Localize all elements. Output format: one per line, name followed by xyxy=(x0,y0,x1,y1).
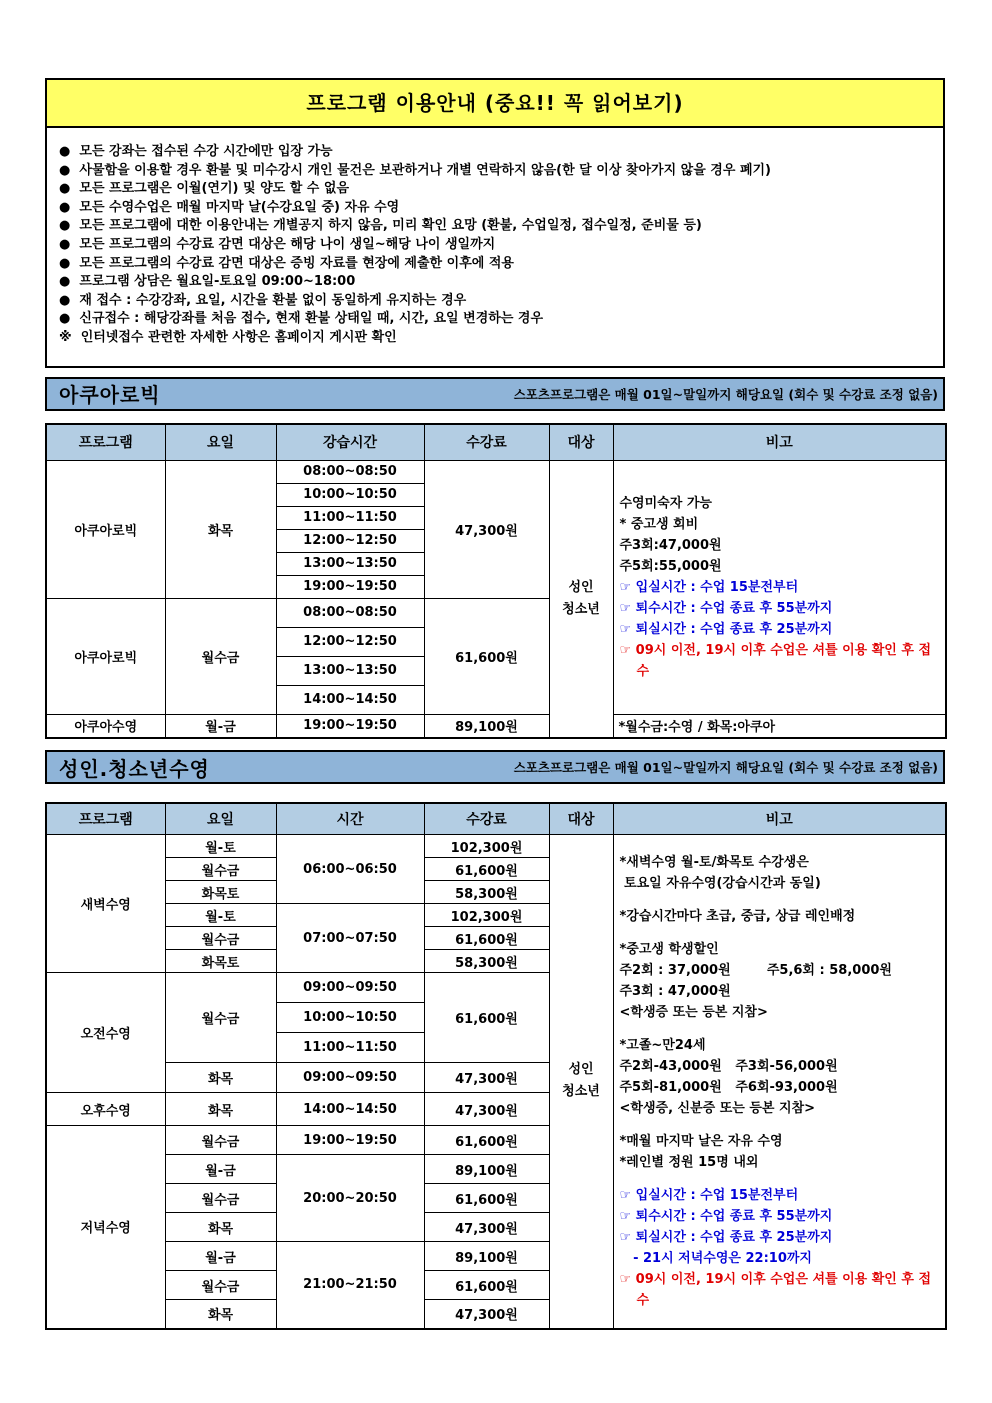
column-header: 비고 xyxy=(613,803,946,835)
target-line: 성인 xyxy=(568,1062,594,1078)
remark-line: ☞ 입실시간 : 수업 15분전부터 xyxy=(619,1187,799,1203)
section-note: 스포츠프로그램은 매월 01일~말일까지 해당요일 (회수 및 수강료 조정 없음) xyxy=(513,760,938,776)
target-line: 성인 xyxy=(568,579,594,595)
day-cell: 화목 xyxy=(165,1213,276,1242)
section-header-swim xyxy=(45,750,945,784)
remark-line xyxy=(620,1119,942,1131)
day-cell: 화목 xyxy=(165,460,276,598)
column-header: 비고 xyxy=(613,424,946,461)
time-cell: 14:00~14:50 xyxy=(276,1093,424,1126)
remark-line: ☞ 퇴수시간 : 수업 종료 후 55분까지 xyxy=(619,1208,833,1224)
time-cell: 14:00~14:50 xyxy=(276,685,424,714)
fee-cell: 47,300원 xyxy=(424,1213,549,1242)
day-cell: 월-금 xyxy=(165,714,276,738)
fee-cell: 61,600원 xyxy=(424,1271,549,1300)
fee-cell: 61,600원 xyxy=(424,1184,549,1213)
column-header: 요일 xyxy=(165,424,276,461)
program-cell: 아쿠아로빅 xyxy=(46,598,165,714)
program-cell: 새벽수영 xyxy=(46,835,165,973)
fee-cell: 58,300원 xyxy=(424,881,549,904)
fee-cell: 61,600원 xyxy=(424,598,549,714)
remark-cell xyxy=(613,835,946,1329)
remark-line: <학생증 또는 등본 지참> xyxy=(619,1004,768,1020)
day-cell: 월수금 xyxy=(165,1184,276,1213)
fee-cell: 61,600원 xyxy=(424,1126,549,1155)
table-header-row xyxy=(46,803,946,835)
fee-cell: 58,300원 xyxy=(424,950,549,973)
time-cell: 13:00~13:50 xyxy=(276,656,424,685)
time-cell: 19:00~19:50 xyxy=(276,575,424,598)
program-cell: 저녁수영 xyxy=(46,1126,165,1329)
time-cell: 10:00~10:50 xyxy=(276,483,424,506)
day-cell: 화목 xyxy=(165,1300,276,1329)
time-cell: 10:00~10:50 xyxy=(276,1003,424,1033)
notice-body xyxy=(47,128,943,366)
time-cell: 07:00~07:50 xyxy=(276,904,424,973)
remark-line: ☞ 퇴실시간 : 수업 종료 후 25분까지 xyxy=(619,621,833,637)
column-header: 요일 xyxy=(165,803,276,835)
target-line: 청소년 xyxy=(562,601,600,617)
program-cell: 오후수영 xyxy=(46,1093,165,1126)
fee-cell: 47,300원 xyxy=(424,1300,549,1329)
time-cell: 19:00~19:50 xyxy=(276,714,424,738)
notice-title: 프로그램 이용안내 (중요!! 꼭 읽어보기) xyxy=(47,80,943,128)
day-cell: 월수금 xyxy=(165,1271,276,1300)
section-title: 성인.청소년수영 xyxy=(59,756,210,781)
column-header: 대상 xyxy=(549,424,613,461)
program-cell: 오전수영 xyxy=(46,973,165,1093)
remark-line: 수영미숙자 가능 xyxy=(619,495,712,511)
remark-line: 주3회:47,000원 xyxy=(619,537,722,553)
notice-footnote: ※ 인터넷접수 관련한 자세한 사항은 홈페이지 게시판 확인 xyxy=(59,329,397,345)
notice-bullet: ● 모든 프로그램은 이월(연기) 및 양도 할 수 없음 xyxy=(59,181,350,197)
day-cell: 화목 xyxy=(165,1093,276,1126)
column-header: 강습시간 xyxy=(276,424,424,461)
remark-line: 주5회:55,000원 xyxy=(619,558,722,574)
remark-line: ☞ 09시 이전, 19시 이후 수업은 셔틀 이용 확인 후 접수 xyxy=(619,1271,932,1308)
remark-line: 주2회 : 37,000원 주5,6회 : 58,000원 xyxy=(619,962,892,978)
time-cell: 12:00~12:50 xyxy=(276,529,424,552)
day-cell: 월-금 xyxy=(165,1155,276,1184)
remark-cell xyxy=(613,460,946,714)
remark-line: *고졸~만24세 xyxy=(619,1037,706,1053)
time-cell: 13:00~13:50 xyxy=(276,552,424,575)
time-cell: 08:00~08:50 xyxy=(276,598,424,627)
notice-bullet: ● 재 접수 : 수강강좌, 요일, 시간을 환불 없이 동일하게 유지하는 경우 xyxy=(59,292,467,308)
time-cell: 06:00~06:50 xyxy=(276,835,424,904)
remark-line: ☞ 퇴실시간 : 수업 종료 후 25분까지 xyxy=(619,1229,833,1245)
remark-line: *새벽수영 월-토/화목토 수강생은 xyxy=(619,854,809,870)
time-cell: 09:00~09:50 xyxy=(276,973,424,1003)
section-title: 아쿠아로빅 xyxy=(59,383,161,408)
time-cell: 19:00~19:50 xyxy=(276,1126,424,1155)
time-cell: 20:00~20:50 xyxy=(276,1155,424,1242)
fee-cell: 89,100원 xyxy=(424,1242,549,1271)
fee-cell: 89,100원 xyxy=(424,714,549,738)
remark-line: - 21시 저녁수영은 22:10까지 xyxy=(619,1250,812,1266)
remark-line: 주3회 : 47,000원 xyxy=(619,983,731,999)
section-header-aquarobic xyxy=(45,377,945,411)
document-page xyxy=(45,78,945,1330)
time-cell: 11:00~11:50 xyxy=(276,1033,424,1063)
remark-line: * 중고생 회비 xyxy=(619,516,699,532)
day-cell: 월-금 xyxy=(165,1242,276,1271)
fee-cell: 47,300원 xyxy=(424,1063,549,1093)
time-cell: 08:00~08:50 xyxy=(276,460,424,483)
day-cell: 월수금 xyxy=(165,598,276,714)
table-row xyxy=(46,460,946,483)
time-cell: 21:00~21:50 xyxy=(276,1242,424,1329)
notice-bullet: ● 프로그램 상담은 월요일-토요일 09:00~18:00 xyxy=(59,274,356,290)
notice-bullet: ● 모든 강좌는 접수된 수강 시간에만 입장 가능 xyxy=(59,144,333,159)
fee-cell: 102,300원 xyxy=(424,835,549,858)
remark-line: ☞ 퇴수시간 : 수업 종료 후 55분까지 xyxy=(619,600,833,616)
day-cell: 월수금 xyxy=(165,973,276,1063)
fee-cell: 61,600원 xyxy=(424,927,549,950)
section-note: 스포츠프로그램은 매월 01일~말일까지 해당요일 (회수 및 수강료 조정 없음) xyxy=(513,386,938,402)
column-header: 시간 xyxy=(276,803,424,835)
remark-line: ☞ 입실시간 : 수업 15분전부터 xyxy=(619,579,799,595)
day-cell: 월-토 xyxy=(165,904,276,927)
notice-box xyxy=(45,78,945,368)
table-row xyxy=(46,714,946,738)
aquarobic-table xyxy=(45,423,947,740)
target-cell xyxy=(549,460,613,738)
remark-line: ☞ 09시 이전, 19시 이후 수업은 셔틀 이용 확인 후 접수 xyxy=(619,642,932,679)
program-cell: 아쿠아로빅 xyxy=(46,460,165,598)
remark-line: 주5회-81,000원 주6회-93,000원 xyxy=(619,1079,838,1095)
day-cell: 월수금 xyxy=(165,927,276,950)
notice-bullet: ● 신규접수 : 해당강좌를 처음 접수, 현재 환불 상태일 때, 시간, 요일 변경하는 경우 xyxy=(59,311,544,327)
remark-line xyxy=(620,894,942,906)
notice-bullet: ● 모든 수영수업은 매월 마지막 날(수강요일 중) 자유 수영 xyxy=(59,199,400,215)
remark-line xyxy=(620,927,942,939)
day-cell: 월수금 xyxy=(165,858,276,881)
column-header: 프로그램 xyxy=(46,424,165,461)
notice-bullet: ● 모든 프로그램의 수강료 감면 대상은 증빙 자료를 현장에 제출한 이후에 적용 xyxy=(59,255,514,271)
day-cell: 화목토 xyxy=(165,881,276,904)
fee-cell: 61,600원 xyxy=(424,858,549,881)
column-header: 프로그램 xyxy=(46,803,165,835)
remark-line xyxy=(620,1173,942,1185)
remark-cell: *월수금:수영 / 화목:아쿠아 xyxy=(613,714,946,738)
target-line: 청소년 xyxy=(562,1084,600,1100)
fee-cell: 47,300원 xyxy=(424,1093,549,1126)
column-header: 수강료 xyxy=(424,803,549,835)
column-header: 대상 xyxy=(549,803,613,835)
remark-line: 토요일 자유수영(강습시간과 동일) xyxy=(619,875,821,891)
fee-cell: 102,300원 xyxy=(424,904,549,927)
remark-line xyxy=(620,1023,942,1035)
remark-line: *레인별 정원 15명 내외 xyxy=(619,1154,759,1170)
time-cell: 12:00~12:50 xyxy=(276,627,424,656)
day-cell: 월수금 xyxy=(165,1126,276,1155)
day-cell: 화목토 xyxy=(165,950,276,973)
table-header-row xyxy=(46,424,946,461)
day-cell: 월-토 xyxy=(165,835,276,858)
remark-line: *강습시간마다 초급, 중급, 상급 레인배정 xyxy=(619,908,856,924)
remark-line: <학생증, 신분증 또는 등본 지참> xyxy=(619,1100,816,1116)
table-row xyxy=(46,835,946,858)
fee-cell: 47,300원 xyxy=(424,460,549,598)
notice-bullet: ● 사물함을 이용할 경우 환불 및 미수강시 개인 물건은 보관하거나 개별 연락하지 않음(한 달 이상 찾아가지 않을 경우 폐기) xyxy=(59,162,772,178)
column-header: 수강료 xyxy=(424,424,549,461)
fee-cell: 89,100원 xyxy=(424,1155,549,1184)
notice-bullet: ● 모든 프로그램의 수강료 감면 대상은 해당 나이 생일~해당 나이 생일까지 xyxy=(59,236,496,252)
target-cell xyxy=(549,835,613,1329)
remark-line: *중고생 학생할인 xyxy=(619,941,719,957)
notice-bullet: ● 모든 프로그램에 대한 이용안내는 개별공지 하지 않음, 미리 확인 요망 (환불, 수업일정, 접수일정, 준비물 등) xyxy=(59,218,702,234)
day-cell: 화목 xyxy=(165,1063,276,1093)
remark-line: *매월 마지막 날은 자유 수영 xyxy=(619,1133,783,1149)
fee-cell: 61,600원 xyxy=(424,973,549,1063)
remark-line: 주2회-43,000원 주3회-56,000원 xyxy=(619,1058,838,1074)
program-cell: 아쿠아수영 xyxy=(46,714,165,738)
swim-table xyxy=(45,802,947,1330)
time-cell: 11:00~11:50 xyxy=(276,506,424,529)
time-cell: 09:00~09:50 xyxy=(276,1063,424,1093)
